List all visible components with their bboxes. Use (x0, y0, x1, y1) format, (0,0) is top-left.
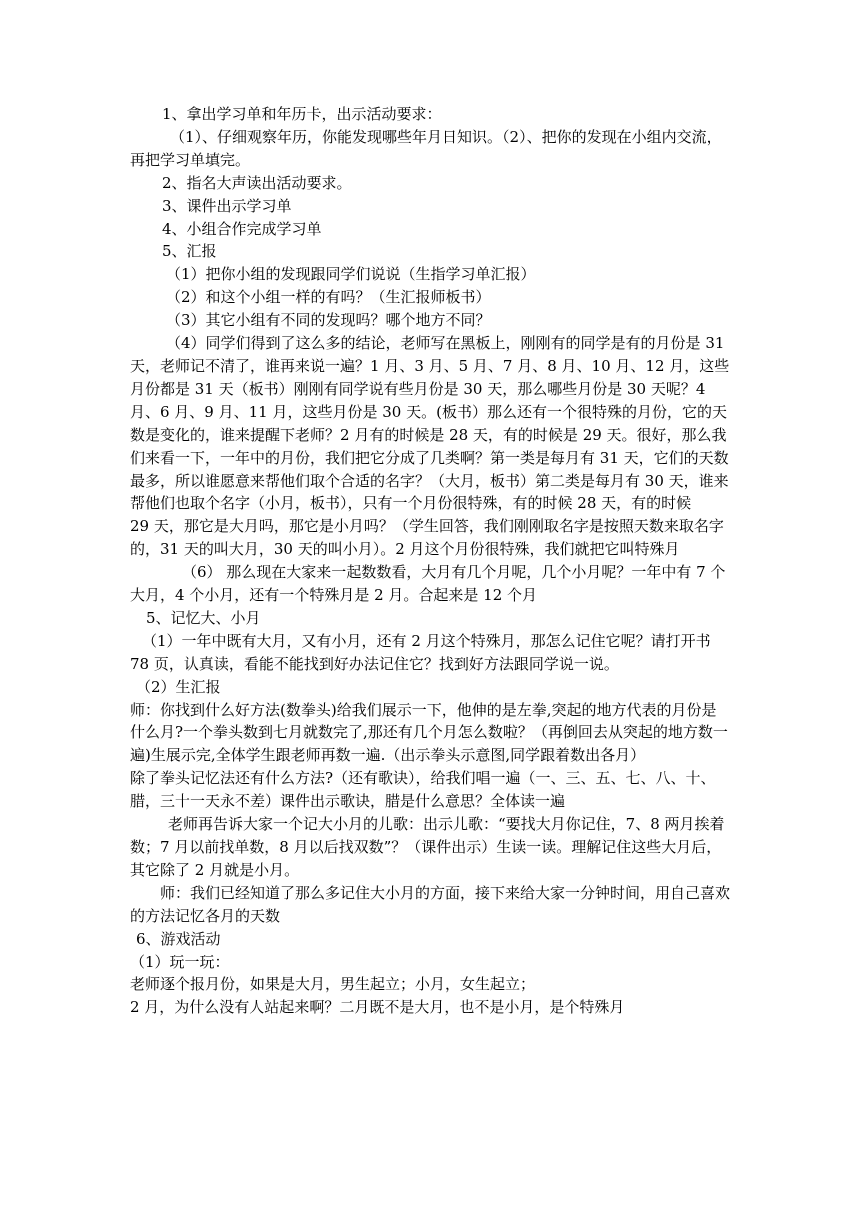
paragraph-step-2: 2、指名大声读出活动要求。 (162, 173, 352, 192)
paragraph-step-4: 4、小组合作完成学习单 (162, 219, 322, 238)
paragraph-game-rules: 老师逐个报月份，如果是大月，男生起立；小月，女生起立； (130, 975, 536, 994)
paragraph-report-4: （4）同学们得到了这么多的结论，老师写在黑板上，刚刚有的同学是有的月份是 31 天，老师记不清了，谁再来说一遍？1 月、3 月、5 月、7 月、8 月、10 月、12 月，这些月份都是 31 天（板书）刚刚有同学说有些月份是 30 天，那么哪些月份是 30 天呢？4 月、6 月、9 月、11 月，这些月份是 30 天。(板书）那么还有一个很特殊的月份，它的天数是变化的，谁来提醒下老师？2 月有的时候是 28 天，有的时候是 29 天。很好，那么我们来看一下，一年中的月份，我们把它分成了几类啊？第一类是每月有 31 天，它们的天数最多，所以谁愿意来帮他们取个合适的名字？（大月，板书）第二类是每月有 30 天，谁来帮他们也取个名字（小月，板书），只有一个月份很特殊，有的时候 28 天，有的时候 (130, 334, 730, 513)
paragraph-report-3: （3）其它小组有不同的发现吗？哪个地方不同？ (166, 311, 491, 330)
paragraph-report-6: （6） 那么现在大家来一起数数看，大月有几个月呢，几个小月呢？一年中有 7 个大月，4 个小月，还有一个特殊月是 2 月。合起来是 12 个月 (130, 563, 726, 605)
paragraph-nursery-rhyme: 老师再告诉大家一个记大小月的儿歌：出示儿歌：“要找大月你记住，7、8 两月挨着数；7 月以前找单数，8 月以后找双数”？（课件出示）生读一读。理解记住这些大月后，其它除了 2 月就是小月。 (130, 815, 725, 879)
paragraph-memorize-1: （1）一年中既有大月，又有小月，还有 2 月这个特殊月，那怎么记住它呢？请打开书 78 页，认真读，看能不能找到好办法记住它？找到好方法跟同学说一说。 (130, 631, 711, 673)
paragraph-report-1: （1）把你小组的发现跟同学们说说（生指学习单汇报） (166, 265, 536, 284)
paragraph-game-february: 2 月，为什么没有人站起来啊？二月既不是大月，也不是小月，是个特殊月 (130, 998, 625, 1017)
paragraph-practice-minute: 师：我们已经知道了那么多记住大小月的方面，接下来给大家一分钟时间，用自己喜欢的方法记忆各月的天数 (130, 883, 731, 925)
paragraph-step-3: 3、课件出示学习单 (162, 196, 292, 215)
paragraph-song-method: 除了拳头记忆法还有什么方法?（还有歌诀），给我们唱一遍（一、三、五、七、八、十、腊，三十一天永不差）课件出示歌诀，腊是什么意思？全体读一遍 (130, 769, 716, 811)
paragraph-activity-requirements: （1）、仔细观察年历，你能发现哪些年月日知识。（2）、把你的发现在小组内交流，再把学习单填完。 (130, 127, 722, 169)
paragraph-step-6-game: 6、游戏活动 (136, 929, 221, 948)
paragraph-memorize-2: （2）生汇报 (136, 677, 221, 696)
paragraph-step-1: 1、拿出学习单和年历卡，出示活动要求： (162, 105, 442, 123)
paragraph-report-4-continued: 29 天，那它是大月吗，那它是小月吗？（学生回答，我们刚刚取名字是按照天数来取名字的，31 天的叫大月，30 天的叫小月）。2 月这个月份很特殊，我们就把它叫特殊月 (130, 517, 724, 559)
document-page (130, 103, 730, 1019)
paragraph-step-5-memorize: 5、记忆大、小月 (146, 608, 261, 627)
paragraph-step-5-report: 5、汇报 (162, 242, 217, 261)
paragraph-game-1: （1）玩一玩： (130, 952, 230, 971)
paragraph-report-2: （2）和这个小组一样的有吗？（生汇报师板书） (166, 288, 491, 307)
paragraph-fist-method: 师：你找到什么好方法(数拳头)给我们展示一下，他伸的是左拳,突起的地方代表的月份是什么月?一个拳头数到七月就数完了,那还有几个月怎么数啦？（再倒回去从突起的地方数一遍)生展示完,全体学生跟老师再数一遍.（出示拳头示意图,同学跟着数出各月） (130, 700, 728, 765)
